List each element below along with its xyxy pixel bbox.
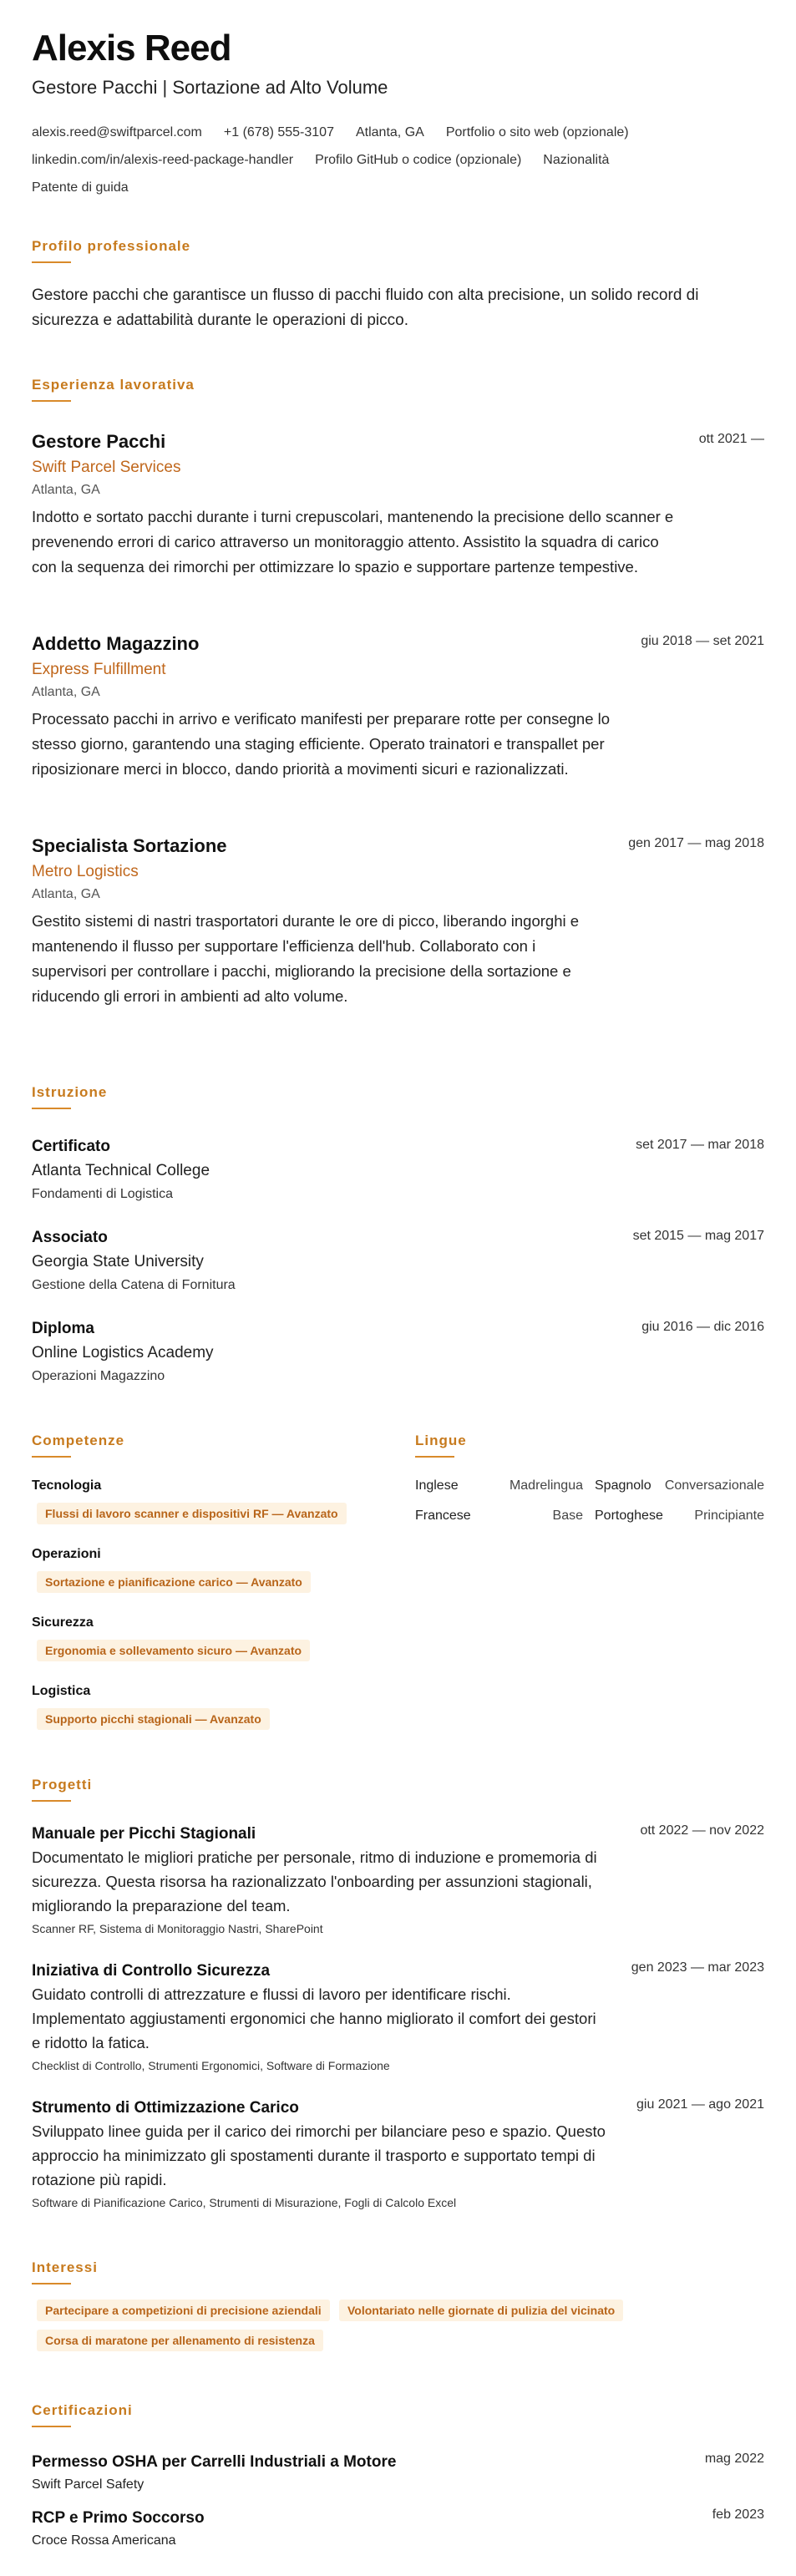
project-description: Sviluppato linee guida per il carico dei rimorchi per bilanciare peso e spazio. Questo approccio ha minimizzato gli spostamenti durante il trasporto e supportato tempi di rotazione più rapidi. (32, 2122, 606, 2188)
job-company: Swift Parcel Services (32, 459, 181, 476)
interest-tag: Volontariato nelle giornate di pulizia del vicinato (339, 2300, 623, 2321)
section-divider (32, 1108, 71, 1109)
section-title-certifications: Certificazioni (32, 2402, 133, 2418)
certification-issuer: Croce Rossa Americana (32, 2533, 176, 2548)
education-degree: Certificato (32, 1138, 110, 1155)
certification-item (32, 2452, 764, 2495)
job-location: Atlanta, GA (32, 483, 100, 497)
section-title-education: Istruzione (32, 1084, 108, 1100)
contact-phone[interactable]: +1 (678) 555-3107 (223, 125, 334, 139)
section-divider (32, 400, 71, 402)
education-field: Gestione della Catena di Fornitura (32, 1278, 236, 1292)
language-name: Inglese (415, 1478, 459, 1493)
interest-tag: Partecipare a competizioni di precisione aziendali (37, 2300, 330, 2321)
contact-email[interactable]: alexis.reed@swiftparcel.com (32, 125, 202, 139)
language-name: Portoghese (595, 1509, 663, 1523)
job-description: Indotto e sortato pacchi durante i turni crepuscolari, mantenendo la precisione dello scanner e prevenendo errori di carico attraverso un monitoraggio attento. Assistito la squadra di carico con la sequenza dei rimorchi per ottimizzare lo spazio e supportare partenze tempestive. (32, 508, 674, 576)
education-dates: set 2017 — mar 2018 (636, 1138, 764, 1152)
language-name: Francese (415, 1509, 471, 1523)
contact-linkedin[interactable]: linkedin.com/in/alexis-reed-package-handler (32, 153, 294, 167)
education-school: Georgia State University (32, 1253, 204, 1270)
project-dates: ott 2022 — nov 2022 (640, 1823, 764, 1838)
contact-nationality: Nazionalità (543, 153, 610, 167)
job-title: Gestore Pacchi (32, 431, 166, 452)
job-dates: giu 2018 — set 2021 (641, 634, 764, 648)
contact-github[interactable]: Profilo GitHub o codice (opzionale) (315, 153, 522, 167)
project-dates: giu 2021 — ago 2021 (636, 2097, 764, 2112)
education-field: Operazioni Magazzino (32, 1369, 165, 1383)
certification-item (32, 2508, 764, 2551)
language-level: Principiante (694, 1509, 764, 1523)
job-description: Processato pacchi in arrivo e verificato manifesti per preparare rotte per consegne lo stesso giorno, garantendo una staging efficiente. Operato trainatori e transpallet per riposizionare merci in blocco, dando priorità a movimenti sicuri e razionalizzati. (32, 710, 611, 778)
education-field: Fondamenti di Logistica (32, 1187, 173, 1201)
certification-issuer: Swift Parcel Safety (32, 2477, 144, 2492)
job-company: Express Fulfillment (32, 661, 166, 678)
project-dates: gen 2023 — mar 2023 (631, 1960, 764, 1975)
section-divider (32, 1800, 71, 1802)
certification-title: Permesso OSHA per Carrelli Industriali a Motore (32, 2453, 397, 2471)
education-dates: set 2015 — mag 2017 (632, 1229, 764, 1243)
project-keywords: Software di Pianificazione Carico, Strumenti di Misurazione, Fogli di Calcolo Excel (32, 2196, 457, 2209)
section-title-interests: Interessi (32, 2259, 98, 2275)
section-title-skills: Competenze (32, 1433, 125, 1448)
job-title: Addetto Magazzino (32, 633, 200, 654)
skill-category: Sicurezza (32, 1615, 94, 1630)
contact-info (32, 119, 764, 201)
contact-portfolio[interactable]: Portfolio o sito web (opzionale) (445, 125, 629, 139)
certification-date: mag 2022 (704, 2452, 764, 2466)
education-item (32, 1136, 764, 1204)
section-title-profile: Profilo professionale (32, 238, 191, 254)
experience-item (32, 632, 764, 782)
certification-date: feb 2023 (712, 2508, 764, 2522)
project-item (32, 1960, 764, 2075)
project-keywords: Checklist di Controllo, Strumenti Ergonomici, Software di Formazione (32, 2059, 390, 2072)
project-item (32, 1823, 764, 1938)
project-item (32, 2097, 764, 2212)
skill-tag: Supporto picchi stagionali — Avanzato (37, 1708, 270, 1730)
section-title-projects: Progetti (32, 1777, 93, 1793)
job-dates: ott 2021 — (698, 432, 764, 446)
project-title: Iniziativa di Controllo Sicurezza (32, 1962, 271, 1980)
experience-item (32, 430, 764, 580)
profile-summary: Gestore pacchi che garantisce un flusso di pacchi fluido con alta precisione, un solido record di sicurezza e adattabilità durante le operazioni di picco. (32, 287, 699, 329)
project-title: Strumento di Ottimizzazione Carico (32, 2099, 299, 2117)
language-name: Spagnolo (595, 1478, 652, 1493)
candidate-name: Alexis Reed (32, 28, 231, 68)
section-divider (32, 1456, 71, 1458)
section-divider (415, 1456, 454, 1458)
skill-category: Operazioni (32, 1547, 101, 1561)
section-title-experience: Esperienza lavorativa (32, 377, 195, 393)
education-school: Atlanta Technical College (32, 1162, 210, 1179)
skill-tag: Flussi di lavoro scanner e dispositivi RF — Avanzato (37, 1503, 347, 1524)
section-divider (32, 2283, 71, 2284)
project-description: Documentato le migliori pratiche per personale, ritmo di induzione e promemoria di sicurezza. Questa risorsa ha razionalizzato l'onboarding per assunzioni stagionali, migliorando la preparazione del team. (32, 1848, 597, 1914)
education-item (32, 1227, 764, 1296)
job-title: Specialista Sortazione (32, 835, 227, 856)
project-title: Manuale per Picchi Stagionali (32, 1825, 256, 1843)
language-level: Madrelingua (509, 1478, 583, 1493)
skill-tag: Ergonomia e sollevamento sicuro — Avanzato (37, 1640, 310, 1661)
education-school: Online Logistics Academy (32, 1344, 214, 1362)
job-location: Atlanta, GA (32, 685, 100, 699)
section-title-languages: Lingue (415, 1433, 467, 1448)
job-dates: gen 2017 — mag 2018 (628, 836, 764, 850)
skill-category: Tecnologia (32, 1478, 102, 1493)
job-description: Gestito sistemi di nastri trasportatori durante le ore di picco, liberando ingorghi e mantenendo il flusso per supportare l'efficienza dell'hub. Collaborato con i supervisori per controllare i pacchi, migliorando la precisione della sortazione e riducendo gli errori in ambienti ad alto volume. (32, 912, 580, 1005)
section-divider (32, 261, 71, 263)
job-location: Atlanta, GA (32, 887, 100, 901)
language-level: Conversazionale (664, 1478, 764, 1493)
job-company: Metro Logistics (32, 863, 139, 880)
skill-tag: Sortazione e pianificazione carico — Avanzato (37, 1571, 311, 1593)
contact-location: Atlanta, GA (355, 125, 424, 139)
experience-item (32, 834, 764, 1009)
education-degree: Associato (32, 1229, 108, 1246)
interest-tag: Corsa di maratone per allenamento di resistenza (37, 2330, 323, 2351)
education-item (32, 1318, 764, 1387)
project-keywords: Scanner RF, Sistema di Monitoraggio Nastri, SharePoint (32, 1922, 323, 1935)
skill-category: Logistica (32, 1684, 91, 1698)
education-degree: Diploma (32, 1320, 94, 1337)
education-dates: giu 2016 — dic 2016 (641, 1320, 764, 1334)
language-level: Base (552, 1509, 583, 1523)
certification-title: RCP e Primo Soccorso (32, 2509, 205, 2527)
candidate-headline: Gestore Pacchi | Sortazione ad Alto Volume (32, 77, 388, 98)
contact-license: Patente di guida (32, 180, 129, 195)
project-description: Guidato controlli di attrezzature e flussi di lavoro per identificare rischi. Implementato aggiustamenti ergonomici che hanno migliorato il comfort dei gestori e ridotto la fatica. (32, 1985, 596, 2051)
section-divider (32, 2426, 71, 2427)
